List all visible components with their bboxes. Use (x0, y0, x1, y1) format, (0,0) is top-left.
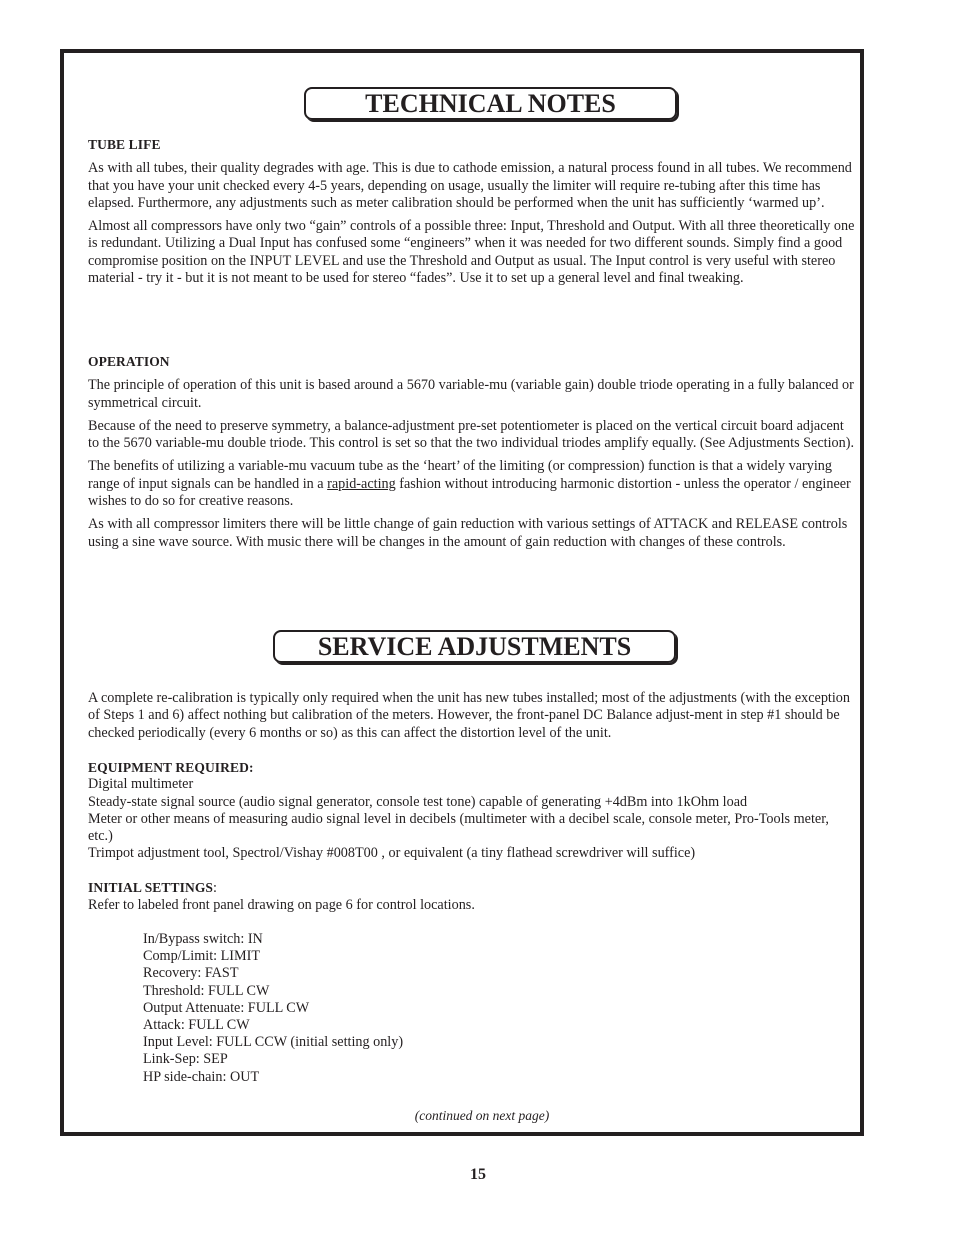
equipment-heading: EQUIPMENT REQUIRED: (88, 760, 254, 775)
setting-item: In/Bypass switch: IN (143, 931, 263, 947)
setting-item: HP side-chain: OUT (143, 1068, 260, 1085)
service-intro: A complete re-calibration is typically only required when the unit has new tubes installed; most of the adjustments (with the exception of Steps 1 and 6) affect nothing but calibration of the meters. However, the front-panel DC Balance adjust-ment in step #1 should be checked periodically (every 6 months or so) as this can affect the distortion level of the unit. (88, 690, 850, 741)
equipment-section (88, 759, 856, 863)
continued-note: (continued on next page) (414, 1108, 550, 1123)
setting-item: Comp/Limit: LIMIT (143, 948, 261, 965)
settings-list (143, 931, 643, 1086)
tube-life-heading: TUBE LIFE (88, 137, 161, 152)
tube-life-paragraph-1: As with all tubes, their quality degrades with age. This is due to cathode emission, a natural process found in all tubes. We recommend that you have your unit checked every 4-5 years, depending on usage, usually the limiter will require re-tubing after this time has elapsed. Furthermore, any adjustments such as meter calibration should be performed when the unit has sufficiently ‘warmed up’. (88, 160, 852, 211)
tube-life-section (88, 136, 856, 287)
initial-settings-heading: INITIAL SETTINGS (88, 880, 214, 895)
service-adjustments-title: SERVICE ADJUSTMENTS (273, 630, 676, 663)
setting-item: Link-Sep: SEP (143, 1051, 228, 1068)
page-number: 15 (470, 1166, 486, 1183)
equipment-item: Trimpot adjustment tool, Spectrol/Vishay #008T00 , or equivalent (a tiny flathead screwdriver will suffice) (88, 845, 696, 862)
operation-paragraph-1: The principle of operation of this unit is based around a 5670 variable-mu (variable gain) double triode operating in a fully balanced or symmetrical circuit. (88, 377, 854, 411)
equipment-item: Meter or other means of measuring audio signal level in decibels (multimeter with a decibel scale, console meter, Pro-Tools meter, etc.) (88, 810, 829, 845)
setting-item: Threshold: FULL CW (143, 982, 270, 999)
tube-life-paragraph-2: Almost all compressors have only two “gain” controls of a possible three: Input, Threshold and Output. With all three theoretically one is redundant. Utilizing a Dual Input has confused some “engineers” when it was needed for two different sounds. Simply find a good compromise position on the INPUT LEVEL and use the Threshold and Output as usual. The Input control is very useful with stereo material - try it - but it is not meant to be used for stereo “fades”. Use it to set up a general level and final tweaking. (88, 218, 855, 287)
setting-item: Input Level: FULL CCW (initial setting only) (143, 1034, 404, 1051)
equipment-item: Digital multimeter (88, 776, 194, 793)
operation-p3-start: The benefits of utilizing a variable-mu vacuum tube as the ‘heart’ of the limiting (or compression) function is that a widely varying range of input signals can be handled in a (88, 458, 832, 492)
setting-item: Output Attenuate: FULL CW (143, 999, 310, 1016)
operation-paragraph-2: Because of the need to preserve symmetry, a balance-adjustment pre-set potentiometer is placed on the vertical circuit board adjacent to the 5670 variable-mu double triode. This control is set so that the two individual triodes amplify equally. (See Adjustments Section). (88, 417, 854, 452)
equipment-item: Steady-state signal source (audio signal generator, console test tone) capable of generating +4dBm into 1kOhm load (88, 793, 748, 810)
operation-paragraph-4: As with all compressor limiters there will be little change of gain reduction with various settings of ATTACK and RELEASE controls using a sine wave source. With music there will be changes in the amount of gain reduction with changes of these controls. (88, 516, 848, 550)
setting-item: Attack: FULL CW (143, 1017, 250, 1034)
initial-settings-note: Refer to labeled front panel drawing on page 6 for control locations. (88, 897, 475, 914)
initial-settings-section (88, 879, 856, 915)
operation-p3-end: fashion without introducing harmonic distortion - unless the operator / engineer wishes to do so for creative reasons. (88, 475, 851, 510)
initial-settings-colon: : (213, 880, 217, 896)
rapid-acting-underlined: rapid-acting (327, 475, 396, 492)
operation-paragraph-3 (88, 458, 856, 510)
setting-item: Recovery: FAST (143, 965, 239, 982)
operation-section (88, 353, 856, 551)
operation-heading: OPERATION (88, 354, 170, 369)
technical-notes-title: TECHNICAL NOTES (304, 87, 677, 120)
